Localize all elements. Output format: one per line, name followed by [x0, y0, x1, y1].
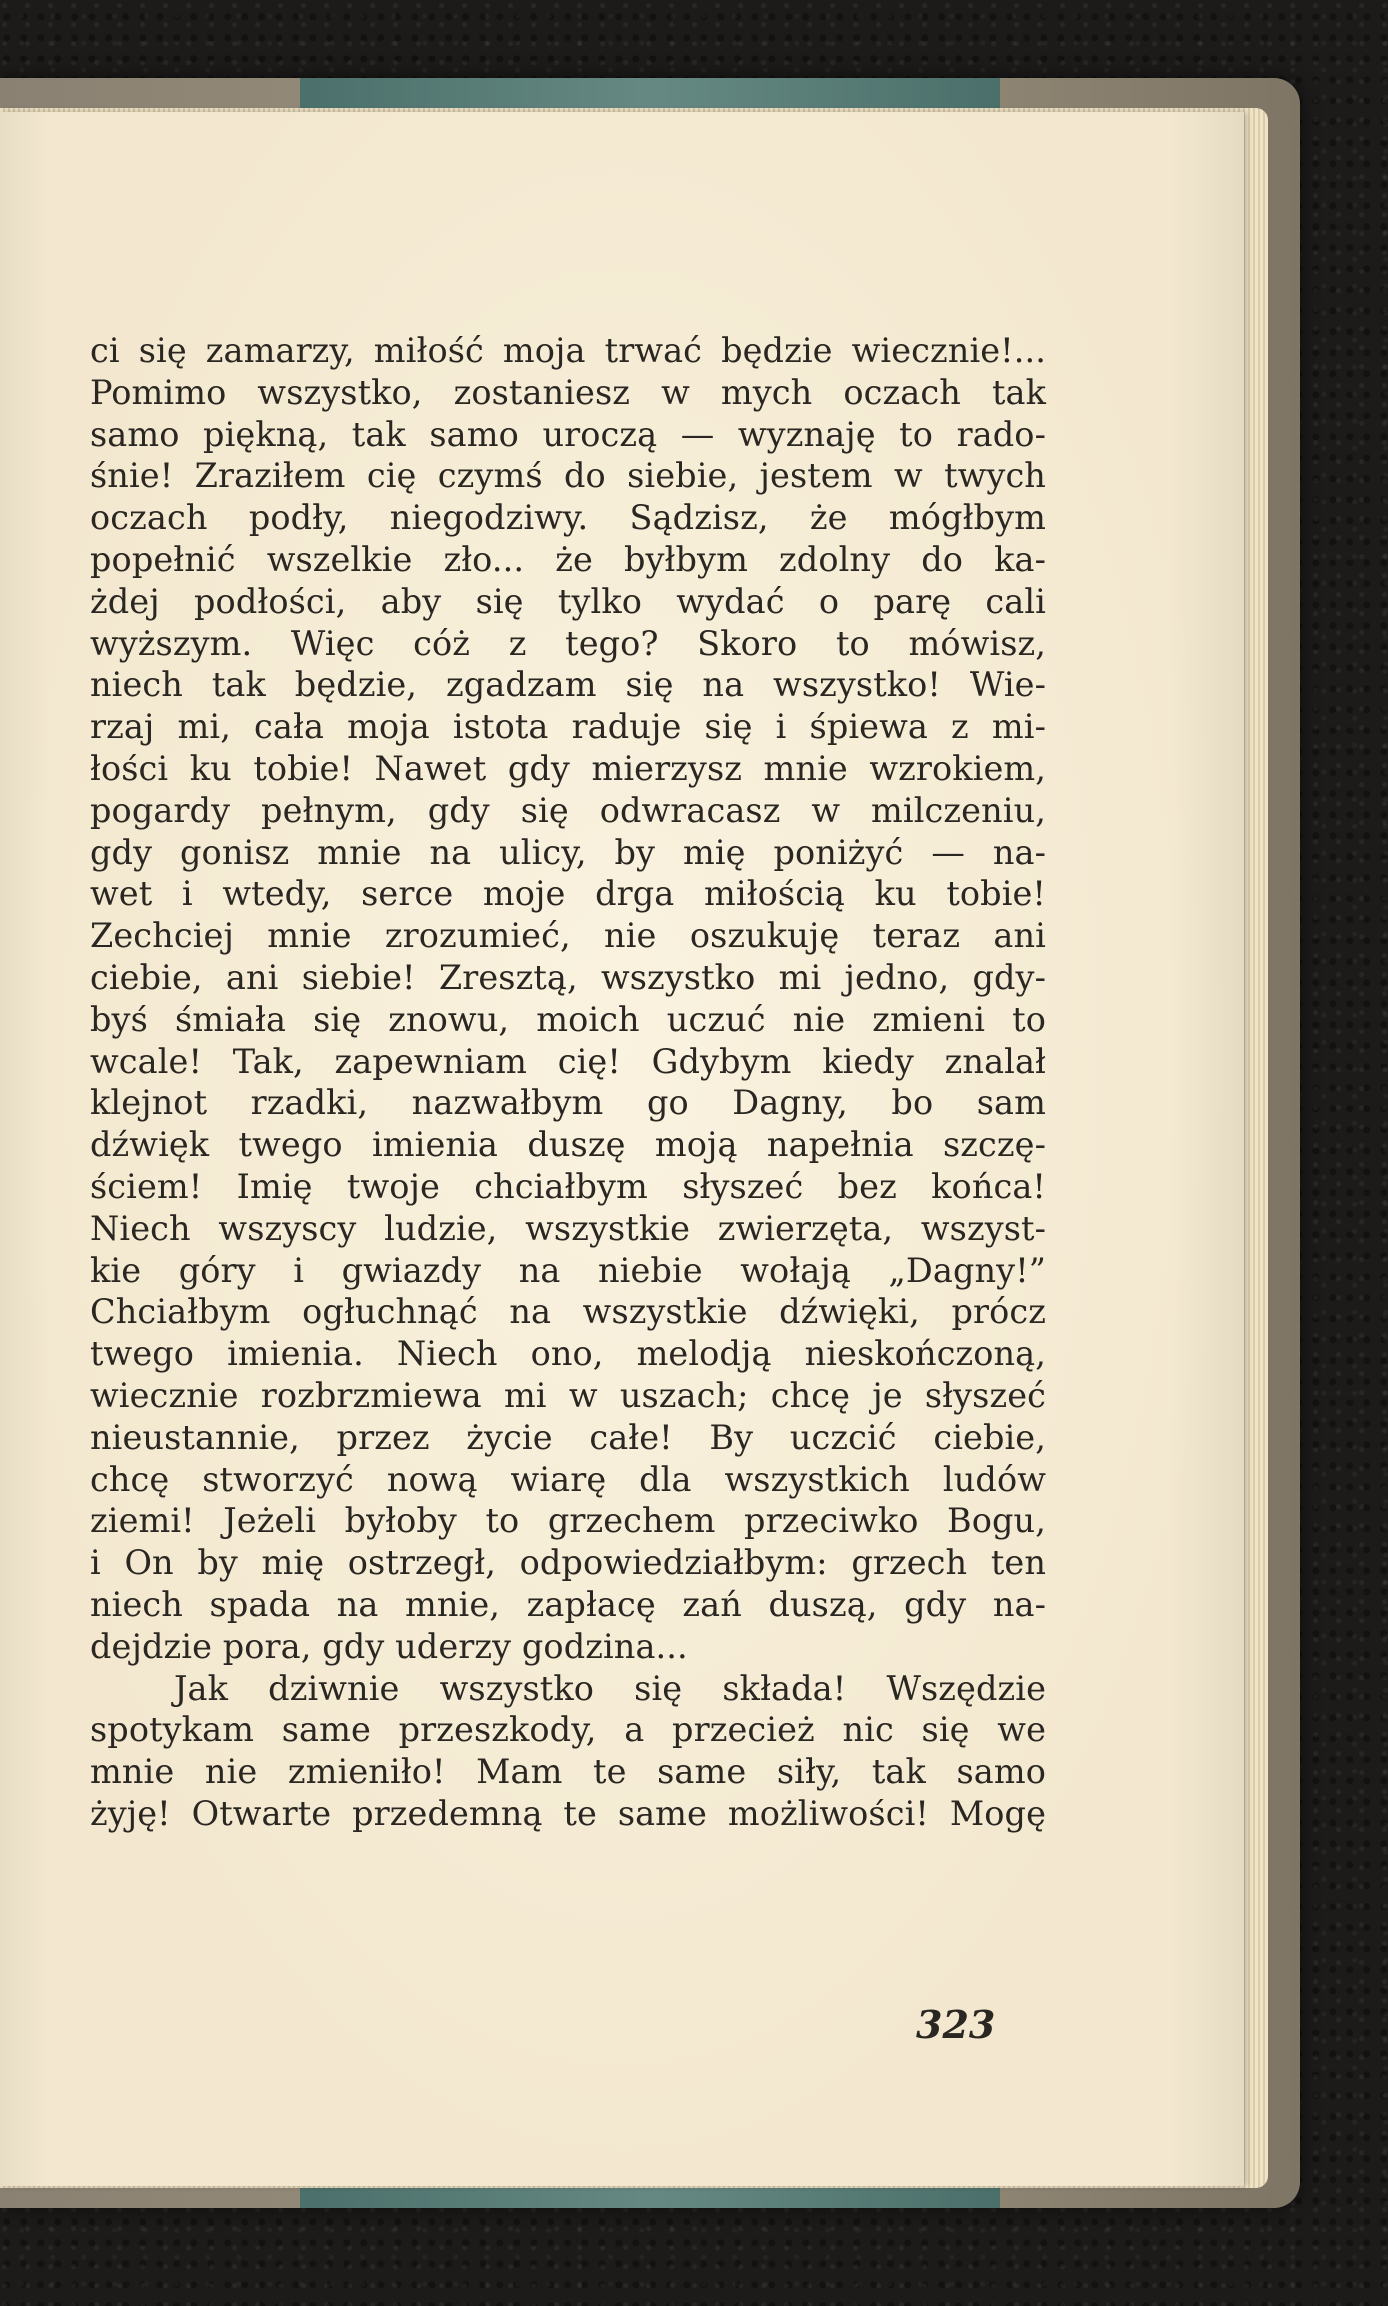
- page-number: 323: [916, 2002, 996, 2047]
- text-line: twego imienia. Niech ono, melodją nieskończoną,: [90, 1334, 1046, 1374]
- text-line: gdy gonisz mnie na ulicy, by mię poniżyć — na-: [90, 832, 1046, 872]
- text-line: kie góry i gwiazdy na niebie wołają „Dagny!”: [90, 1250, 1046, 1290]
- text-line: żdej podłości, aby się tylko wydać o parę cali: [90, 581, 1046, 621]
- text-line: rzaj mi, cała moja istota raduje się i śpiewa z mi-: [90, 707, 1046, 747]
- text-line: oczach podły, niegodziwy. Sądzisz, że mógłbym: [90, 498, 1046, 538]
- text-line: łości ku tobie! Nawet gdy mierzysz mnie wzrokiem,: [90, 748, 1046, 788]
- text-line: Pomimo wszystko, zostaniesz w mych oczach tak: [90, 372, 1046, 412]
- text-line: popełnić wszelkie zło... że byłbym zdolny do ka-: [90, 539, 1046, 579]
- text-line: ciebie, ani siebie! Zresztą, wszystko mi jedno, gdy-: [90, 957, 1046, 997]
- text-line: wyższym. Więc cóż z tego? Skoro to mówisz,: [90, 623, 1046, 663]
- text-line: nieustannie, przez życie całe! By uczcić ciebie,: [90, 1417, 1046, 1457]
- text-line: śnie! Zraziłem cię czymś do siebie, jestem w twych: [90, 456, 1046, 496]
- text-line: dźwięk twego imienia duszę moją napełnia szczę-: [90, 1125, 1046, 1165]
- body-text: [90, 330, 1046, 1835]
- paragraph-start-line: Jak dziwnie wszystko się składa! Wszędzie: [174, 1668, 1046, 1708]
- text-line: spotykam same przeszkody, a przecież nic się we: [90, 1710, 1046, 1750]
- text-line: Niech wszyscy ludzie, wszystkie zwierzęta, wszyst-: [90, 1208, 1046, 1248]
- text-line: wiecznie rozbrzmiewa mi w uszach; chcę je słyszeć: [90, 1375, 1046, 1415]
- text-line: pogardy pełnym, gdy się odwracasz w milczeniu,: [90, 790, 1046, 830]
- cover-stripe-top: [300, 78, 1000, 112]
- text-line: niech spada na mnie, zapłacę zań duszą, gdy na-: [90, 1584, 1046, 1624]
- text-line: ściem! Imię twoje chciałbym słyszeć bez końca!: [90, 1166, 1046, 1206]
- text-line: Zechciej mnie zrozumieć, nie oszukuję teraz ani: [90, 916, 1046, 956]
- text-line: niech tak będzie, zgadzam się na wszystko! Wie-: [90, 665, 1046, 705]
- text-line: żyję! Otwarte przedemną te same możliwości! Mogę: [90, 1793, 1046, 1833]
- book-page: [0, 112, 1244, 2186]
- text-line: byś śmiała się znowu, moich uczuć nie zmieni to: [90, 999, 1046, 1039]
- text-line: wcale! Tak, zapewniam cię! Gdybym kiedy znalał: [90, 1041, 1046, 1081]
- text-line: ci się zamarzy, miłość moja trwać będzie wiecznie!...: [90, 331, 1046, 370]
- text-line: ziemi! Jeżeli byłoby to grzechem przeciwko Bogu,: [90, 1501, 1046, 1541]
- text-line: i On by mię ostrzegł, odpowiedziałbym: grzech ten: [90, 1543, 1046, 1583]
- text-line: mnie nie zmieniło! Mam te same siły, tak samo: [90, 1752, 1046, 1792]
- text-line: chcę stworzyć nową wiarę dla wszystkich ludów: [90, 1459, 1046, 1499]
- text-line: wet i wtedy, serce moje drga miłością ku tobie!: [90, 874, 1046, 914]
- text-line: Chciałbym ogłuchnąć na wszystkie dźwięki, prócz: [90, 1292, 1046, 1332]
- paragraph-end-line: dejdzie pora, gdy uderzy godzina...: [90, 1626, 688, 1666]
- text-line: samo piękną, tak samo uroczą — wyznaję to rado-: [90, 414, 1046, 454]
- text-line: klejnot rzadki, nazwałbym go Dagny, bo sam: [90, 1083, 1046, 1123]
